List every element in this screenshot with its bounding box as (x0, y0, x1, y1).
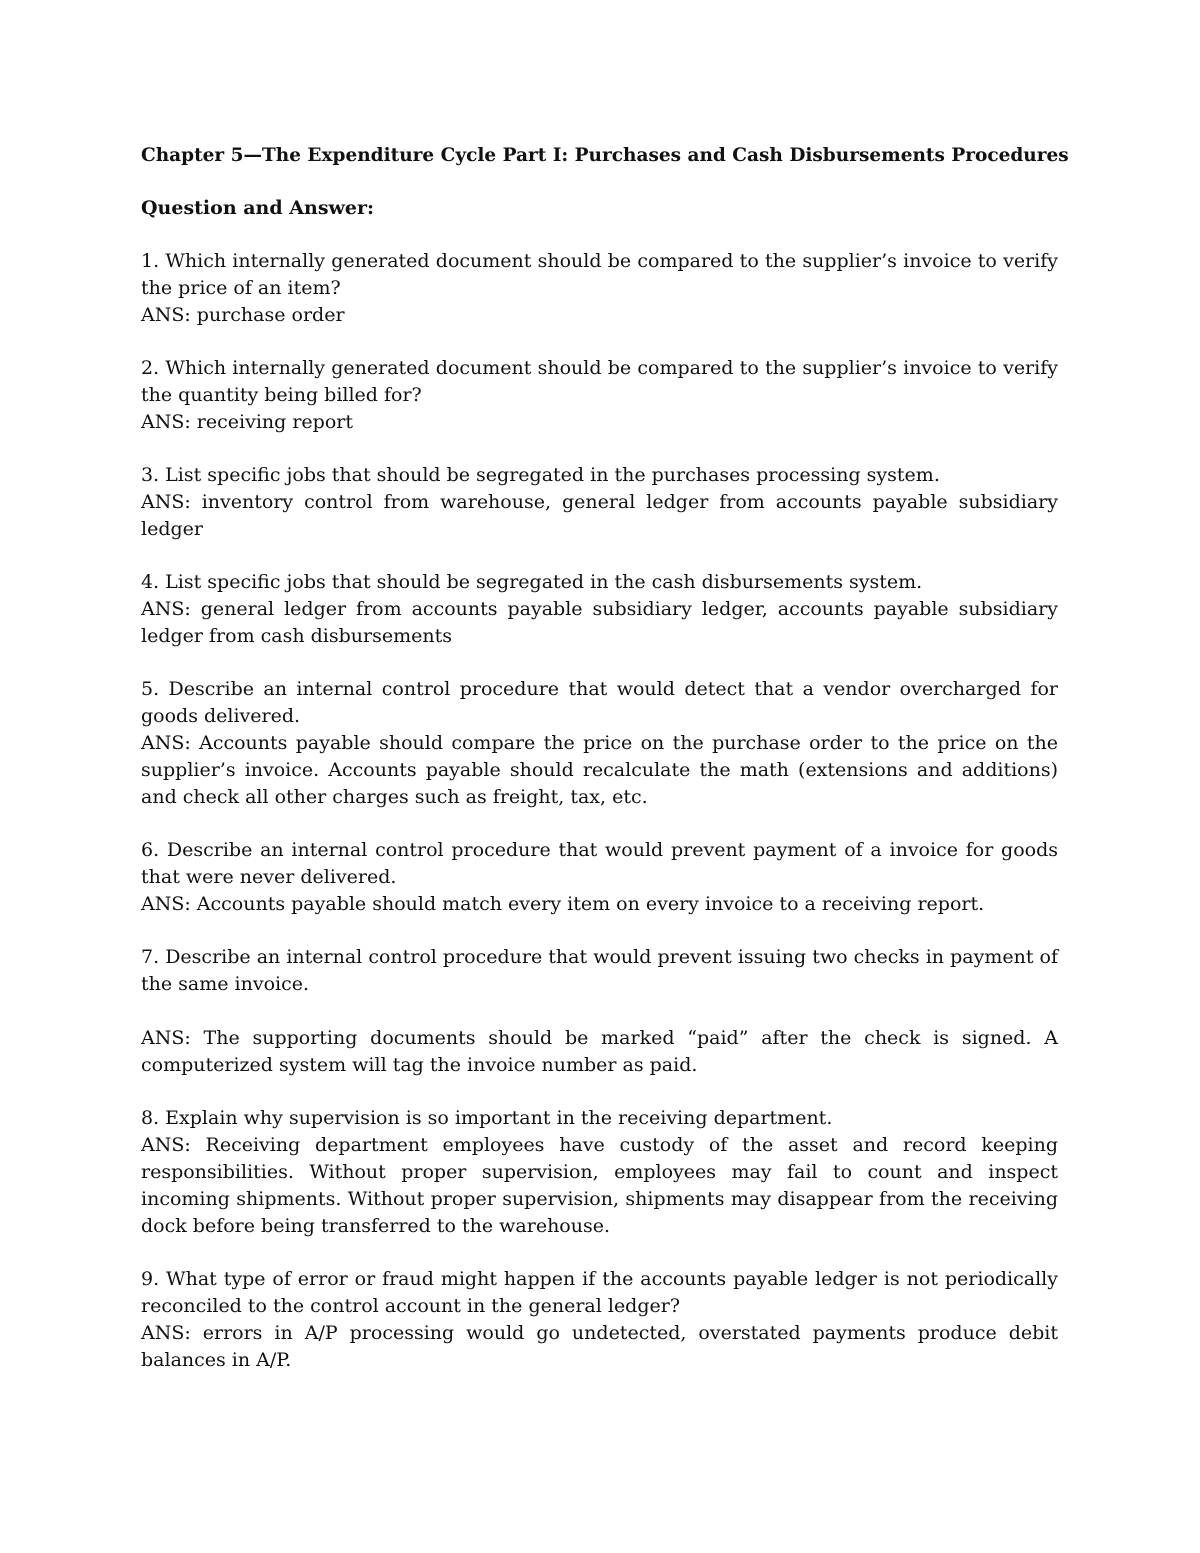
question-9: 9. What type of error or fraud might happen if the accounts payable ledger is not periodically reconciled to the control account in the general ledger? (141, 1268, 1058, 1317)
blank-line (141, 998, 1058, 1025)
answer-7: ANS: The supporting documents should be marked “paid” after the check is signed. A computerized system will tag the invoice number as paid. (141, 1027, 1058, 1076)
answer-9: ANS: errors in A/P processing would go undetected, overstated payments produce debit balances in A/P. (141, 1322, 1058, 1371)
answer-4: ANS: general ledger from accounts payable subsidiary ledger, accounts payable subsidiary ledger from cash disbursements (141, 598, 1058, 647)
answer-6: ANS: Accounts payable should match every item on every invoice to a receiving report. (141, 893, 985, 915)
qa-item-4 (141, 569, 1058, 650)
answer-3: ANS: inventory control from warehouse, general ledger from accounts payable subsidiary ledger (141, 491, 1058, 540)
qa-item-5 (141, 676, 1058, 811)
answer-8: ANS: Receiving department employees have custody of the asset and record keeping responsibilities. Without proper supervision, employees may fail to count and inspect incoming shipments. Without proper supervision, shipments may disappear from the receiving dock before being transferred to the warehouse. (141, 1134, 1058, 1237)
question-6: 6. Describe an internal control procedure that would prevent payment of a invoice for goods that were never delivered. (141, 839, 1058, 888)
answer-2: ANS: receiving report (141, 411, 353, 433)
qa-item-9 (141, 1266, 1058, 1374)
document-title: Chapter 5—The Expenditure Cycle Part I: Purchases and Cash Disbursements Procedures (141, 145, 1069, 166)
answer-5: ANS: Accounts payable should compare the price on the purchase order to the price on the supplier’s invoice. Accounts payable should recalculate the math (extensions and additions) and check all other charges such as freight, tax, etc. (141, 732, 1058, 808)
question-8: 8. Explain why supervision is so important in the receiving department. (141, 1107, 833, 1129)
qa-item-3 (141, 462, 1058, 543)
qa-item-1 (141, 248, 1058, 329)
question-4: 4. List specific jobs that should be segregated in the cash disbursements system. (141, 571, 923, 593)
section-heading: Question and Answer: (141, 197, 374, 219)
qa-item-8 (141, 1105, 1058, 1240)
question-3: 3. List specific jobs that should be segregated in the purchases processing system. (141, 464, 940, 486)
answer-1: ANS: purchase order (141, 304, 345, 326)
qa-item-2 (141, 355, 1058, 436)
document-body (141, 142, 1069, 1374)
question-1: 1. Which internally generated document should be compared to the supplier’s invoice to verify the price of an item? (141, 250, 1058, 299)
qa-item-6 (141, 837, 1058, 918)
question-5: 5. Describe an internal control procedure that would detect that a vendor overcharged for goods delivered. (141, 678, 1058, 727)
question-2: 2. Which internally generated document should be compared to the supplier’s invoice to verify the quantity being billed for? (141, 357, 1058, 406)
question-7: 7. Describe an internal control procedure that would prevent issuing two checks in payment of the same invoice. (141, 946, 1058, 995)
qa-item-7 (141, 944, 1058, 1079)
